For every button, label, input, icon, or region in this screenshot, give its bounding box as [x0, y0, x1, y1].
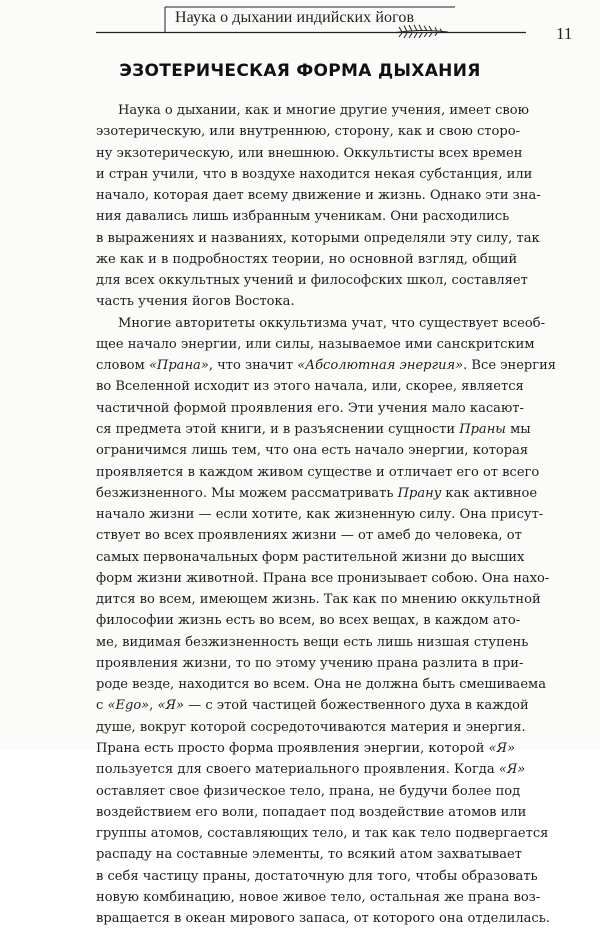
- text-line: ся предмета этой книги, и в разъяснении сущности Праны мы: [96, 421, 531, 437]
- text-line: начало жизни — если хотите, как жизненную силу. Она присут-: [96, 507, 544, 523]
- text-line: с «Ego», «Я» — с этой частицей божественного духа в каждой: [96, 698, 529, 714]
- text-line: частичной формой проявления его. Эти учения мало касают-: [96, 400, 524, 416]
- chapter-heading: ЭЗОТЕРИЧЕСКАЯ ФОРМА ДЫХАНИЯ: [119, 61, 481, 81]
- text-line: словом «Прана», что значит «Абсолютная энергия». Все энергия: [96, 358, 557, 374]
- text-line: вращается в океан мирового запаса, от которого она отделилась.: [96, 911, 550, 927]
- text-line: ствует во всех проявлениях жизни — от амеб до человека, от: [96, 528, 522, 544]
- text-line: распаду на составные элементы, то всякий атом захватывает: [96, 847, 522, 863]
- text-line: ну экзотерическую, или внешнюю. Оккультисты всех времен: [96, 145, 523, 161]
- text-line: форм жизни животной. Прана все пронизывает собою. Она нахо-: [96, 570, 550, 586]
- text-line: начало, которая дает всему движение и жизнь. Однако эти зна-: [96, 188, 541, 204]
- text-line: щее начало энергии, или силы, называемое ими санскритским: [96, 336, 535, 352]
- text-line: душе, вокруг которой сосредоточиваются материя и энергия.: [96, 719, 526, 735]
- text-line: воздействием его воли, попадает под воздействие атомов или: [96, 804, 527, 820]
- text-line: Прана есть просто форма проявления энергии, которой «Я»: [96, 740, 516, 756]
- page-number: 11: [556, 24, 573, 43]
- text-line: Наука о дыхании, как и многие другие учения, имеет свою: [118, 103, 529, 118]
- text-line: оставляет свое физическое тело, прана, не будучи более под: [96, 783, 521, 799]
- text-line: ния давались лишь избранным ученикам. Они расходились: [96, 209, 510, 225]
- text-line: ограничимся лишь тем, что она есть начало энергии, которая: [96, 443, 529, 459]
- text-line: самых первоначальных форм растительной жизни до высших: [96, 549, 525, 565]
- text-line: в выражениях и названиях, которыми определяли эту силу, так: [96, 230, 540, 246]
- text-line: и стран учили, что в воздухе находится некая субстанция, или: [96, 166, 533, 182]
- body-text: [96, 100, 557, 929]
- text-line: же как и в подробностях теории, но основной взгляд, общий: [96, 251, 518, 267]
- running-title: Наука о дыхании индийских йогов: [175, 9, 415, 26]
- text-line: пользуется для своего материального проявления. Когда «Я»: [96, 762, 526, 778]
- text-line: роде везде, находится во всем. Она не должна быть смешиваема: [96, 677, 546, 693]
- running-header: [96, 6, 573, 44]
- text-line: во Вселенной исходит из этого начала, или, скорее, является: [96, 379, 524, 395]
- text-line: философии жизнь есть во всем, во всех вещах, в каждом ато-: [96, 613, 521, 629]
- text-line: безжизненного. Мы можем рассматривать Прану как активное: [96, 485, 538, 501]
- text-line: проявляется в каждом живом существе и отличает его от всего: [96, 464, 540, 480]
- text-line: группы атомов, составляющих тело, и так как тело подвергается: [96, 826, 549, 842]
- text-line: Многие авторитеты оккультизма учат, что существует всеоб-: [118, 315, 545, 331]
- text-line: ме, видимая безжизненность вещи есть лишь низшая ступень: [96, 634, 529, 650]
- text-line: для всех оккультных учений и философских школ, составляет: [96, 273, 528, 289]
- text-line: новую комбинацию, новое живое тело, остальная же прана воз-: [96, 889, 541, 905]
- text-line: проявления жизни, то по этому учению прана разлита в при-: [96, 655, 524, 671]
- text-line: дится во всем, имеющем жизнь. Так как по мнению оккультной: [96, 592, 541, 608]
- text-line: эзотерическую, или внутреннюю, сторону, как и свою сторо-: [96, 124, 520, 140]
- text-line: часть учения йогов Востока.: [96, 294, 295, 310]
- text-line: в себя частицу праны, достаточную для того, чтобы образовать: [96, 868, 538, 884]
